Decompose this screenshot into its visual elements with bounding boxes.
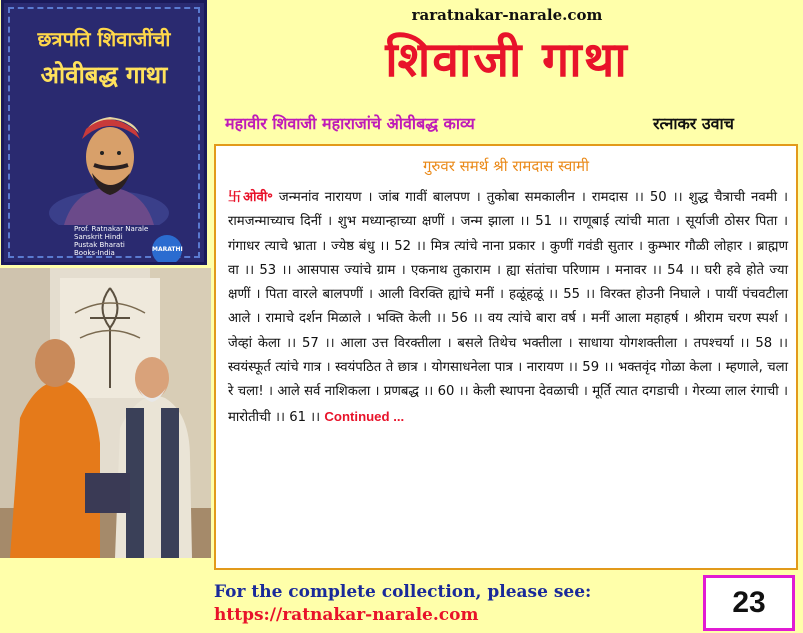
cover-author-name: Prof. Ratnakar Narale bbox=[74, 225, 149, 233]
page-title: शिवाजी गाथा bbox=[385, 32, 629, 88]
left-column bbox=[0, 0, 211, 633]
footer-text: For the complete collection, please see: bbox=[214, 582, 592, 602]
cover-title-line2: ओवीबद्ध गाथा bbox=[40, 61, 168, 89]
cover-publisher-line: Pustak Bharati bbox=[74, 241, 125, 249]
footer-link[interactable]: https://ratnakar-narale.com bbox=[214, 605, 479, 625]
cover-publisher-line: Sanskrit Hindi bbox=[74, 233, 123, 241]
verse-heading: गुरुवर समर्थ श्री रामदास स्वामी bbox=[422, 157, 590, 175]
main-panel bbox=[211, 0, 803, 633]
ovi-marker: 卐ओवी॰ bbox=[228, 190, 273, 205]
site-name: raratnakar-narale.com bbox=[411, 6, 603, 24]
shivaji-portrait-image bbox=[44, 95, 174, 225]
verse-box bbox=[214, 144, 798, 570]
cover-title-line1: छत्रपति शिवाजींची bbox=[37, 27, 171, 51]
cover-author bbox=[74, 225, 148, 257]
book-cover bbox=[1, 0, 207, 265]
subtitle: महावीर शिवाजी महाराजांचे ओवीबद्ध काव्य bbox=[225, 114, 475, 133]
cover-publisher-line: Books-India bbox=[74, 249, 115, 257]
page-number: 23 bbox=[703, 575, 795, 631]
author-note: रत्नाकर उवाच bbox=[653, 114, 734, 133]
continued-label: Continued ... bbox=[324, 408, 405, 424]
verse-body: जन्मनांव नारायण । जांब गावीं बालपण । तुकोबा समकालीन । रामदास ।। 50 ।। शुद्ध चैत्राची नवमी । रामजन्माच्याच दिनीं । शुभ मध्यान्हाच्या क्षणीं । जन्म झाला ।। 51 ।। राणूबाई त्यांची माता । सूर्याजी ठोसर पिता । गंगाधर त्याचे भ्राता । ज्येष्ठ बंधु ।। 52 ।। मित्र त्यांचे नाना प्रकार । कुणीं गवंडी सुतार । कुम्भार गौळी लोहार । ब्राह्मण वा ।। 53 ।। आसपास ज्यांचे ग्राम । एकनाथ तुकाराम । ह्या संतांचा परिणाम । मनावर ।। 54 ।। घरी हवे होते ज्या क्षणीं । पिता वारले बालपणीं । आली विरक्ति ह्यांचे मनीं । हळूंहळूं ।। 55 ।। विरक्त होउनी निघाले । पायीं पंचवटीला आले । रामाचे दर्शन मिळाले । भक्ति केली ।। 56 ।। वय त्यांचे बारा वर्ष । मनीं आला महाहर्ष । श्रीराम चरण स्पर्श । जेव्हां केला ।। 57 ।। आला उत्त विरक्तीला । बसले तिथेच भक्तीला । साधाया योगशक्तीला । तपश्चर्या ।। 58 ।। स्वयंस्फूर्त त्यांचे गात्र । स्वयंपठित ते छात्र । योगसाधनेला पात्र । नारायण ।। 59 ।। भक्तवृंद गोळा केला । म्हणाले, चला रे चला! । आले सर्व नाशिकला । प्रणबद्ध ।। 60 ।। केली स्थापना देवळाची । मूर्ति त्यात दगडाची । गेरव्या लाल रंगाची । मारोतीची ।। 61 ।। bbox=[228, 190, 788, 425]
meeting-photo bbox=[0, 268, 211, 558]
verse-text bbox=[228, 186, 788, 430]
marathi-badge: MARATHI bbox=[152, 235, 182, 265]
